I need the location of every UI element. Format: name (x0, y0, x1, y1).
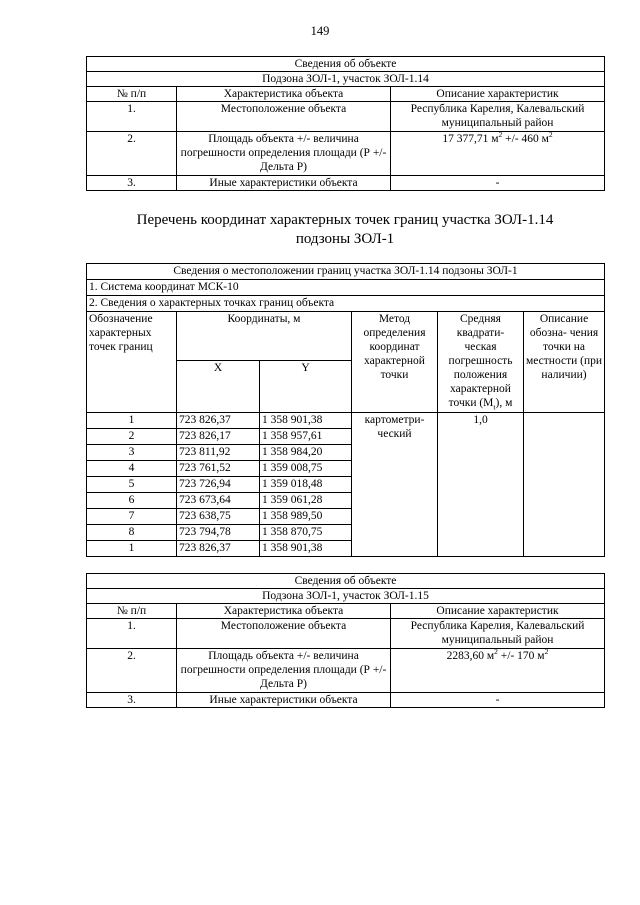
row-num: 2. (87, 649, 177, 693)
description-value (524, 413, 605, 557)
point-x: 723 794,78 (177, 525, 260, 541)
point-number: 1 (87, 541, 177, 557)
point-x: 723 673,64 (177, 493, 260, 509)
method-value: картометри- ческий (352, 413, 438, 557)
point-number: 8 (87, 525, 177, 541)
point-x: 723 726,94 (177, 477, 260, 493)
point-x: 723 826,17 (177, 429, 260, 445)
coords-header: Сведения о местоположении границ участка ЗОЛ-1.14 подзоны ЗОЛ-1 (87, 264, 605, 280)
row-char: Местоположение объекта (177, 102, 391, 132)
col-y-header: Y (260, 360, 352, 412)
page-number: 149 (310, 24, 330, 38)
table-subheader: Подзона ЗОЛ-1, участок ЗОЛ-1.14 (87, 72, 605, 87)
table-header: Сведения об объекте (87, 57, 605, 72)
point-number: 5 (87, 477, 177, 493)
coordinates-table (86, 263, 605, 557)
col-x-header: X (177, 360, 260, 412)
object-info-table-2 (86, 573, 605, 708)
coords-points-header: 2. Сведения о характерных точках границ объекта (87, 296, 605, 312)
col-method-header: Метод определения координат характерной точки (352, 312, 438, 413)
point-x: 723 638,75 (177, 509, 260, 525)
row-char: Площадь объекта +/- величина погрешности определения площади (Р +/- Дельта Р) (177, 649, 391, 693)
col-desc-header: Описание характеристик (391, 87, 605, 102)
point-x: 723 761,52 (177, 461, 260, 477)
col-coordinates-header: Координаты, м (177, 312, 352, 361)
col-designation-header: Обозначение характерных точек границ (87, 312, 177, 413)
point-number: 1 (87, 413, 177, 429)
coords-system: 1. Система координат МСК-10 (87, 280, 605, 296)
point-y: 1 358 901,38 (260, 541, 352, 557)
point-y: 1 359 008,75 (260, 461, 352, 477)
row-desc: 2283,60 $м^2$ +/- 170 $м^2$ (391, 649, 605, 693)
point-y: 1 359 018,48 (260, 477, 352, 493)
col-char-header: Характеристика объекта (177, 87, 391, 102)
accuracy-value: 1,0 (438, 413, 524, 557)
object-info-table-1 (86, 56, 605, 191)
point-y: 1 358 984,20 (260, 445, 352, 461)
row-desc: Республика Карелия, Калевальский муниципальный район (391, 619, 605, 649)
row-num: 1. (87, 102, 177, 132)
col-accuracy-header: Средняя квадрати- ческая погрешность положения характерной точки $(M_t)$, м (438, 312, 524, 413)
row-num: 3. (87, 176, 177, 191)
row-desc: 17 377,71 $м^2$ +/- 460 $м^2$ (391, 132, 605, 176)
point-number: 7 (87, 509, 177, 525)
row-num: 3. (87, 693, 177, 708)
table-subheader: Подзона ЗОЛ-1, участок ЗОЛ-1.15 (87, 589, 605, 604)
col-num-header: № п/п (87, 604, 177, 619)
row-char: Иные характеристики объекта (177, 693, 391, 708)
point-y: 1 358 901,38 (260, 413, 352, 429)
point-number: 6 (87, 493, 177, 509)
col-num-header: № п/п (87, 87, 177, 102)
col-char-header: Характеристика объекта (177, 604, 391, 619)
coordinates-list-title: Перечень координат характерных точек границ участка ЗОЛ-1.14 подзоны ЗОЛ-1 (136, 212, 554, 247)
point-number: 3 (87, 445, 177, 461)
point-x: 723 811,92 (177, 445, 260, 461)
col-description-header: Описание обозна- чения точки на местности (при наличии) (524, 312, 605, 413)
point-y: 1 358 989,50 (260, 509, 352, 525)
row-desc: - (391, 176, 605, 191)
row-desc: Республика Карелия, Калевальский муниципальный район (391, 102, 605, 132)
point-number: 4 (87, 461, 177, 477)
point-y: 1 359 061,28 (260, 493, 352, 509)
point-number: 2 (87, 429, 177, 445)
row-desc: - (391, 693, 605, 708)
row-char: Иные характеристики объекта (177, 176, 391, 191)
row-char: Местоположение объекта (177, 619, 391, 649)
point-x: 723 826,37 (177, 413, 260, 429)
point-y: 1 358 957,61 (260, 429, 352, 445)
row-num: 2. (87, 132, 177, 176)
row-num: 1. (87, 619, 177, 649)
table-header: Сведения об объекте (87, 574, 605, 589)
col-desc-header: Описание характеристик (391, 604, 605, 619)
point-x: 723 826,37 (177, 541, 260, 557)
point-y: 1 358 870,75 (260, 525, 352, 541)
row-char: Площадь объекта +/- величина погрешности определения площади (Р +/- Дельта Р) (177, 132, 391, 176)
